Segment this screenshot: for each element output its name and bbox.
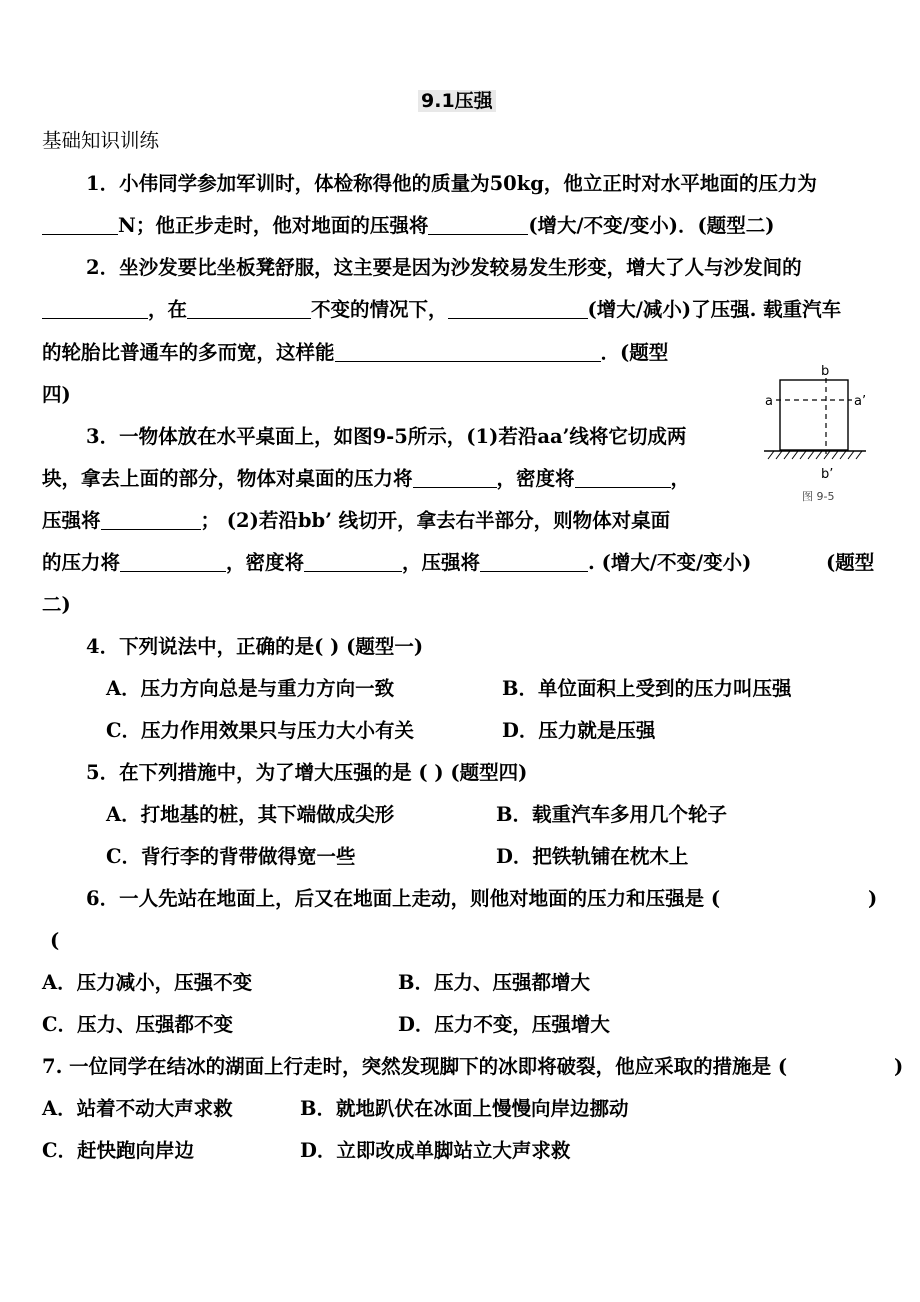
q2-line2 <box>42 297 841 323</box>
figure-9-5 <box>760 360 890 488</box>
q1-text-b: (增大/不变/变小)．(题型二) <box>528 214 775 237</box>
block-outline <box>780 380 848 450</box>
q3-blank-1[interactable] <box>413 467 497 488</box>
q6-option-c[interactable]: C．压力、压强都不变 <box>42 1013 234 1036</box>
q3-line2 <box>42 466 690 492</box>
q7-stem: 7. 一位同学在结冰的湖面上行走时，突然发现脚下的冰即将破裂，他应采取的措施是 ( <box>42 1055 788 1078</box>
q2-blank-1[interactable] <box>42 298 148 319</box>
label-b-prime: b’ <box>821 467 834 482</box>
figure-caption: 图 9-5 <box>802 490 835 503</box>
ground-hatching <box>768 451 862 459</box>
q3-line4 <box>42 550 751 576</box>
q7-option-c[interactable]: C．赶快跑向岸边 <box>42 1139 195 1162</box>
q4-stem: 4．下列说法中，正确的是( ) (题型一) <box>86 635 424 658</box>
q1-blank-1[interactable] <box>42 214 118 235</box>
q6-stem: 6．一人先站在地面上，后又在地面上走动，则他对地面的压力和压强是 ( <box>86 887 721 910</box>
q6-paren-close: ) <box>868 887 878 910</box>
q7-option-a[interactable]: A．站着不动大声求救 <box>42 1097 233 1120</box>
q2-line4: 四) <box>42 383 71 406</box>
q4-option-a[interactable]: A．压力方向总是与重力方向一致 <box>106 677 395 700</box>
q1-text-a: N；他正步走时，他对地面的压强将 <box>118 214 429 237</box>
q3-text-h: ，压强将 <box>402 551 481 574</box>
q3-blank-6[interactable] <box>480 551 588 572</box>
q4-option-d[interactable]: D．压力就是压强 <box>502 719 656 742</box>
section-heading: 基础知识训练 <box>42 129 160 152</box>
label-b: b <box>821 364 830 379</box>
q6-option-b[interactable]: B．压力、压强都增大 <box>398 971 590 994</box>
q3-blank-4[interactable] <box>120 551 226 572</box>
q7-paren-close: ) <box>894 1055 904 1078</box>
q1-line1: 1．小伟同学参加军训时，体检称得他的质量为50kg，他立正时对水平地面的压力为 <box>86 172 817 195</box>
q3-blank-5[interactable] <box>304 551 402 572</box>
q3-line5: 二) <box>42 593 71 616</box>
q6-line2: ( <box>50 929 60 952</box>
q1-blank-2[interactable] <box>428 214 528 235</box>
q7-option-d[interactable]: D．立即改成单脚站立大声求救 <box>300 1139 571 1162</box>
q5-option-d[interactable]: D．把铁轨铺在枕木上 <box>496 845 689 868</box>
q3-text-g: ，密度将 <box>226 551 305 574</box>
q1-line2 <box>42 213 774 239</box>
q3-text-f: 的压力将 <box>42 551 121 574</box>
q5-option-b[interactable]: B．载重汽车多用几个轮子 <box>496 803 727 826</box>
q3-line1: 3．一物体放在水平桌面上，如图9-5所示，(1)若沿aa’线将它切成两 <box>86 425 687 448</box>
q2-line1: 2．坐沙发要比坐板凳舒服，这主要是因为沙发较易发生形变，增大了人与沙发间的 <box>86 256 802 279</box>
q7-option-b[interactable]: B．就地趴伏在冰面上慢慢向岸边挪动 <box>300 1097 629 1120</box>
page-title: 9.1压强 <box>418 90 496 112</box>
q6-option-d[interactable]: D．压力不变，压强增大 <box>398 1013 610 1036</box>
label-a-prime: a’ <box>854 394 867 409</box>
q2-line3 <box>42 340 668 366</box>
q3-text-b: ，密度将 <box>496 467 575 490</box>
q2-text-e: ．(题型 <box>600 341 669 364</box>
q3-text-e: ； (2)若沿bb’ 线切开，拿去右半部分，则物体对桌面 <box>200 509 671 532</box>
q2-blank-2[interactable] <box>187 298 311 319</box>
q6-option-a[interactable]: A．压力减小，压强不变 <box>42 971 253 994</box>
q2-text-b: 不变的情况下， <box>311 298 448 321</box>
q4-option-b[interactable]: B．单位面积上受到的压力叫压强 <box>502 677 792 700</box>
q2-text-d: 的轮胎比普通车的多而宽，这样能 <box>42 341 335 364</box>
q3-type-label: (题型 <box>826 551 875 574</box>
q3-blank-2[interactable] <box>575 467 671 488</box>
q3-blank-3[interactable] <box>101 509 201 530</box>
q3-text-d: 压强将 <box>42 509 101 532</box>
q2-text-a: ，在 <box>148 298 188 321</box>
q5-stem: 5．在下列措施中，为了增大压强的是 ( ) (题型四) <box>86 761 528 784</box>
q4-option-c[interactable]: C．压力作用效果只与压力大小有关 <box>106 719 415 742</box>
q2-blank-4[interactable] <box>335 341 601 362</box>
q5-option-a[interactable]: A．打地基的桩，其下端做成尖形 <box>106 803 395 826</box>
q3-text-i: . (增大/不变/变小) <box>588 551 752 574</box>
q2-blank-3[interactable] <box>448 298 588 319</box>
q5-option-c[interactable]: C．背行李的背带做得宽一些 <box>106 845 356 868</box>
q3-text-c: ， <box>670 467 691 490</box>
q2-text-c: (增大/减小)了压强. 载重汽车 <box>587 298 842 321</box>
q3-line3 <box>42 508 670 534</box>
label-a: a <box>765 394 773 409</box>
q3-text-a: 块，拿去上面的部分，物体对桌面的压力将 <box>42 467 413 490</box>
